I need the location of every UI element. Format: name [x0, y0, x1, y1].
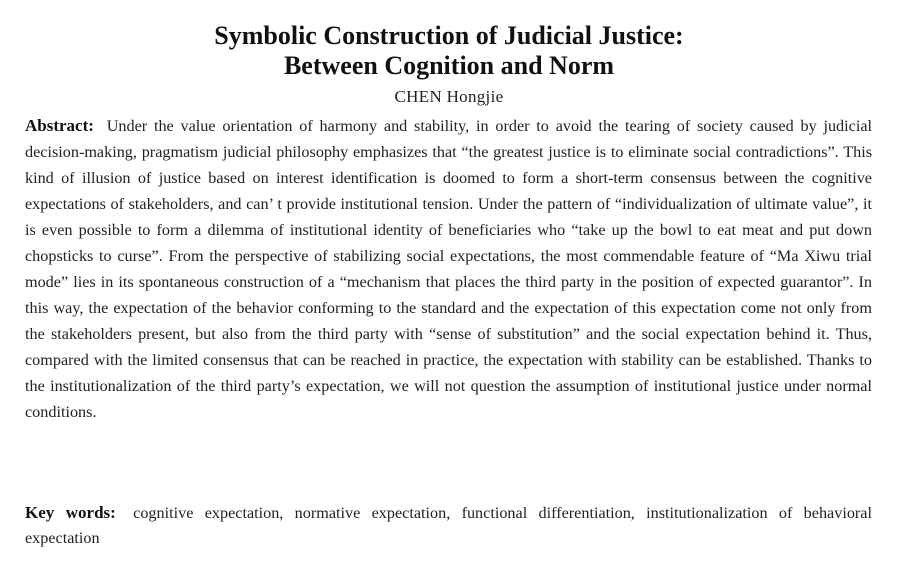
keywords-paragraph: [25, 500, 872, 551]
abstract-paragraph: [25, 113, 872, 425]
paper-title-line-2: Between Cognition and Norm: [283, 51, 615, 80]
keywords-label: Key words:: [25, 503, 116, 522]
keywords-text: cognitive expectation, normative expectation, functional differentiation, institutionalization of behavioral expectation: [25, 504, 872, 547]
paper-title-line-1: Symbolic Construction of Judicial Justice:: [214, 21, 684, 50]
abstract-text: Under the value orientation of harmony and stability, in order to avoid the tearing of society caused by judicial decision-making, pragmatism judicial philosophy emphasizes that “the greatest justice is to eliminate social contradictions”. This kind of illusion of justice based on interest identification is doomed to form a short-term consensus between the cognitive expectations of stakeholders, and can’ t provide institutional tension. Under the pattern of “individualization of ultimate value”, it is even possible to form a dilemma of institutional identity of beneficiaries who “take up the bowl to eat meat and put down chopsticks to curse”. From the perspective of stabilizing social expectations, the most commendable feature of “Ma Xiwu trial mode” lies in its spontaneous construction of a “mechanism that places the third party in the position of expected guarantor”. In this way, the expectation of the behavior conforming to the standard and the expectation of this expectation come not only from the stakeholders present, but also from the third party with “sense of substitution” and the social expectation behind it. Thus, compared with the limited consensus that can be reached in practice, the expectation with stability can be established. Thanks to the institutionalization of the third party’s expectation, we will not question the assumption of institutional justice under normal conditions.: [25, 117, 873, 421]
author-name: CHEN Hongjie: [394, 87, 504, 106]
abstract-label: Abstract:: [25, 116, 94, 135]
